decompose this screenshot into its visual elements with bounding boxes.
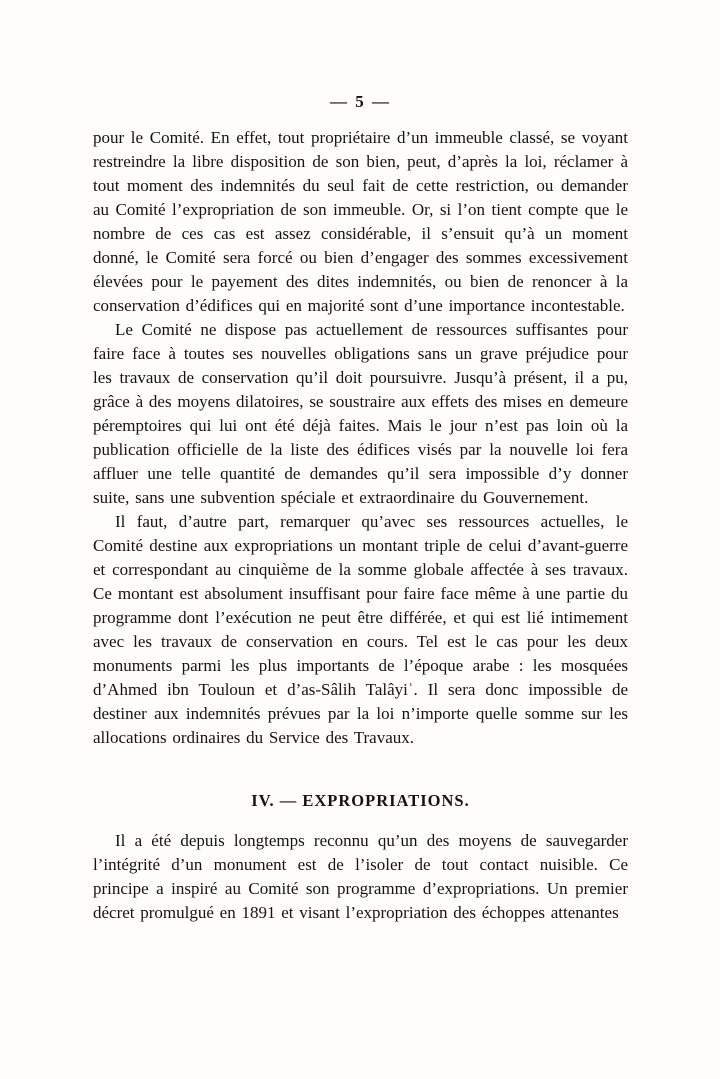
paragraph-expropriations-intro: Il a été depuis longtemps reconnu qu’un des moyens de sauvegarder l’intégrité d’un monument est de l’isoler de tout contact nuisible. Ce principe a inspiré au Comité son programme d’expropriations. Un premier décret promulgué en 1891 et visant l’expropriation des échoppes attenantes xyxy=(93,831,628,922)
page-body xyxy=(93,92,628,925)
paragraph-budget: Il faut, d’autre part, remarquer qu’avec ses ressources actuelles, le Comité destine aux expropriations un montant triple de celui d’avant-guerre et correspondant au cinquième de la somme globale affectée à ses travaux. Ce montant est absolument insuffisant pour faire face même à une partie du programme dont l’exécution ne peut être différée, et qui est lié intimement avec les travaux de conservation en cours. Tel est le cas pour les deux monuments parmi les plus importants de l’époque arabe : les mosquées d’Ahmed ibn Touloun et d’as-Sâlih Talâyiʿ. Il sera donc impossible de destiner aux indemnités prévues par la loi n’importe quelle somme sur les allocations ordinaires du Service des Travaux. xyxy=(93,512,628,747)
paragraph-resources: Le Comité ne dispose pas actuellement de ressources suffisantes pour faire face à toutes ses nouvelles obligations sans un grave préjudice pour les travaux de conservation qu’il doit poursuivre. Jusqu’à présent, il a pu, grâce à des moyens dilatoires, se soustraire aux effets des mises en demeure péremptoires qui lui ont été déjà faites. Mais le jour n’est pas loin où la publication officielle de la liste des édifices visés par la nouvelle loi fera affluer une telle quantité de demandes qu’il sera impossible d’y donner suite, sans une subvention spéciale et extraordinaire du Gouvernement. xyxy=(93,320,628,507)
section-heading-expropriations: IV. — EXPROPRIATIONS. xyxy=(251,791,470,810)
page-number: — 5 — xyxy=(330,92,391,111)
paragraph-continuation: pour le Comité. En effet, tout propriétaire d’un immeuble classé, se voyant restreindre la libre disposition de son bien, peut, d’après la loi, réclamer à tout moment des indemnités du seul fait de cette restriction, ou demander au Comité l’expropriation de son immeuble. Or, si l’on tient compte que le nombre de ces cas est assez considérable, il s’ensuit qu’à un moment donné, le Comité sera forcé ou bien d’engager des sommes excessivement élevées pour le payement des dites indemnités, ou bien de renoncer à la conservation d’édifices qui en majorité sont d’une importance incontestable. xyxy=(93,128,628,315)
